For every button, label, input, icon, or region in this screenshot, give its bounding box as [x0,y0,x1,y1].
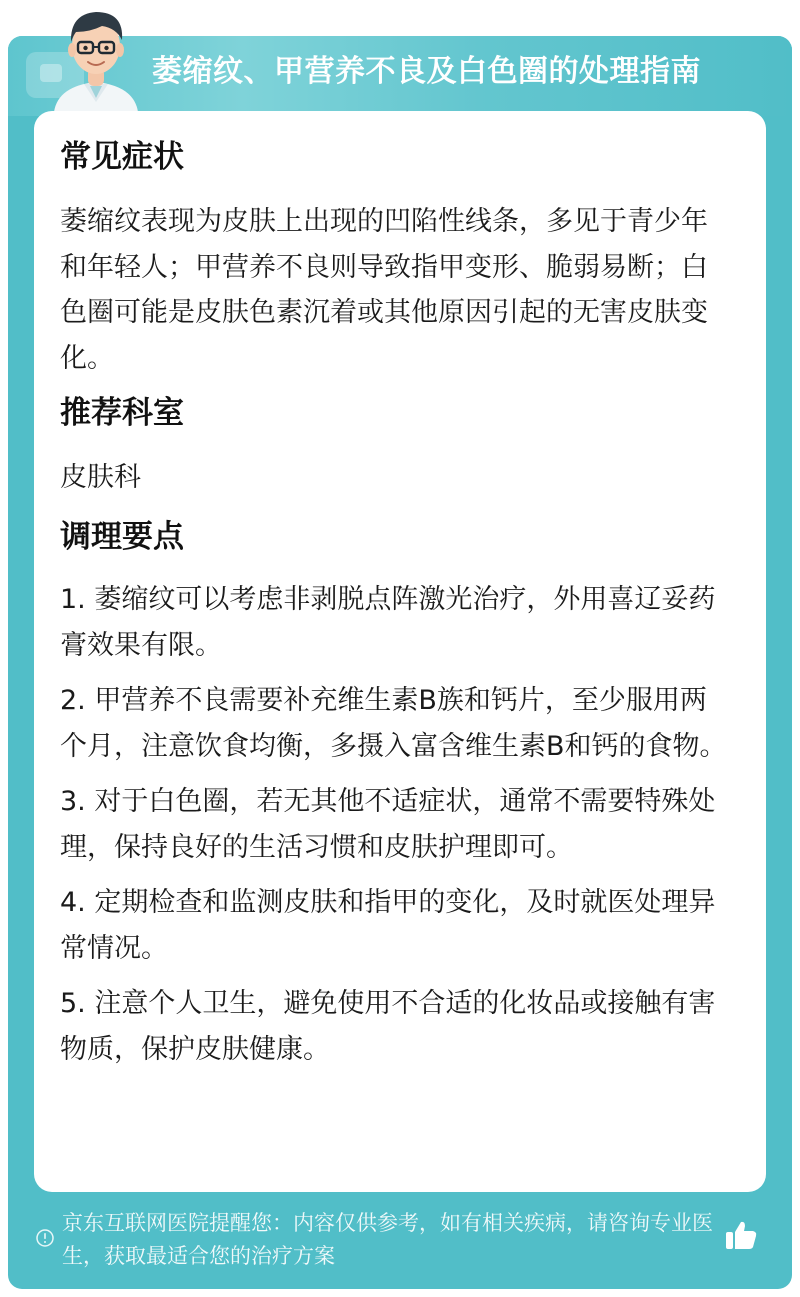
list-item: 5. 注意个人卫生，避免使用不合适的化妆品或接触有害物质，保护皮肤健康。 [60,988,716,1065]
list-item: 4. 定期检查和监测皮肤和指甲的变化，及时就医处理异常情况。 [60,887,716,964]
section-title-care-points: 调理要点 [60,519,184,555]
disclaimer-text: 京东互联网医院提醒您：内容仅供参考，如有相关疾病，请咨询专业医生，获取最适合您的治疗方案 [62,1211,713,1268]
footer-disclaimer [36,1207,736,1277]
content-card [34,111,766,1192]
department-text: 皮肤科 [60,462,141,493]
care-points-list [60,577,728,1082]
symptoms-text: 萎缩纹表现为皮肤上出现的凹陷性线条，多见于青少年和年轻人；甲营养不良则导致指甲变形、脆弱易断；白色圈可能是皮肤色素沉着或其他原因引起的无害皮肤变化。 [60,206,708,374]
section-title-symptoms: 常见症状 [60,139,184,175]
section-title-department: 推荐科室 [60,395,184,431]
list-item: 2. 甲营养不良需要补充维生素B族和钙片，至少服用两个月，注意饮食均衡，多摄入富含维生素B和钙的食物。 [60,685,727,762]
list-item: 1. 萎缩纹可以考虑非剥脱点阵激光治疗，外用喜辽妥药膏效果有限。 [60,584,716,661]
list-item: 3. 对于白色圈，若无其他不适症状，通常不需要特殊处理，保持良好的生活习惯和皮肤护理即可。 [60,786,716,863]
info-icon [36,1229,54,1247]
doctor-avatar [40,2,152,112]
page-title: 萎缩纹、甲营养不良及白色圈的处理指南 [152,54,701,89]
thumbs-up-icon[interactable] [724,1218,758,1252]
